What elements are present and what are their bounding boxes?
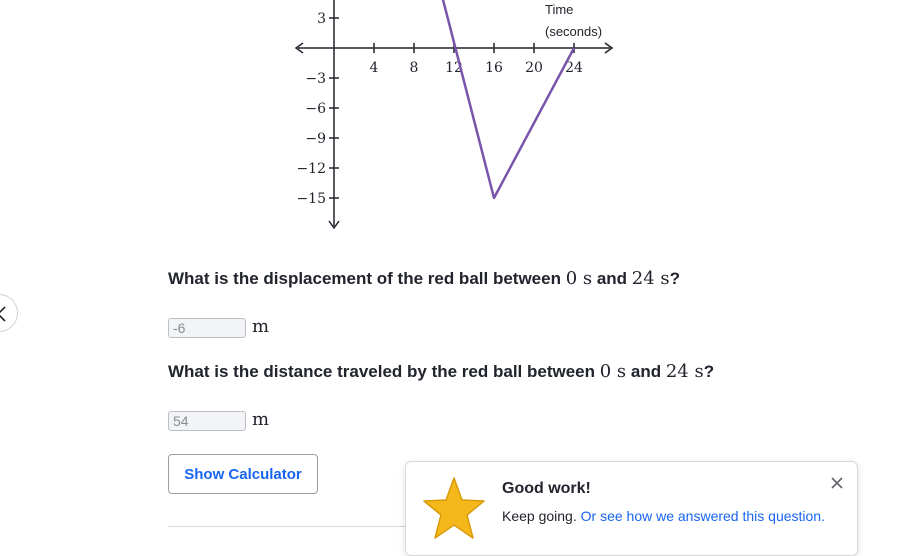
x-tick-label: 8 <box>409 60 419 76</box>
displacement-answer-input[interactable] <box>168 318 246 338</box>
unit-label: m <box>252 316 270 337</box>
chevron-left-icon <box>0 306 7 322</box>
math-time-start: 0 s <box>599 361 627 382</box>
see-answer-link[interactable]: Or see how we answered this question. <box>580 508 825 524</box>
x-tick-label: 24 <box>565 60 583 76</box>
y-tick-label: −15 <box>296 191 326 207</box>
star-icon <box>422 476 486 542</box>
unit-label: m <box>252 409 270 430</box>
question-text: What is the displacement of the red ball between <box>168 269 566 288</box>
y-tick-labels <box>296 11 326 207</box>
distance-answer-input[interactable] <box>168 411 246 431</box>
close-icon[interactable] <box>830 476 844 490</box>
toast-title: Good work! <box>502 480 591 497</box>
question-text: and <box>626 362 666 381</box>
question-displacement <box>168 268 680 289</box>
x-axis-title-line2: (seconds) <box>545 24 603 39</box>
show-calculator-button[interactable]: Show Calculator <box>168 454 318 494</box>
toast-body <box>502 508 825 524</box>
y-tick-label: −12 <box>296 161 326 177</box>
x-tick-labels <box>370 60 583 76</box>
y-tick-label: −3 <box>305 71 326 87</box>
divider <box>168 526 428 527</box>
feedback-toast <box>405 461 858 556</box>
question-text: What is the distance traveled by the red ball between <box>168 362 600 381</box>
question-distance <box>168 361 714 382</box>
x-axis-title-line1: Time <box>545 2 574 17</box>
math-time-end: 24 s <box>665 361 704 382</box>
question-text: and <box>592 269 632 288</box>
y-tick-label: 3 <box>317 11 326 27</box>
x-tick-label: 20 <box>525 60 543 76</box>
y-tick-label: −6 <box>305 101 326 117</box>
question-text: ? <box>703 362 715 381</box>
math-time-end: 24 s <box>631 268 670 289</box>
toast-text: Keep going. <box>502 508 581 524</box>
question-text: ? <box>669 269 681 288</box>
x-tick-label: 4 <box>369 60 379 76</box>
previous-button[interactable] <box>0 294 18 332</box>
x-tick-label: 12 <box>445 60 463 76</box>
position-time-graph <box>280 0 630 235</box>
math-time-start: 0 s <box>565 268 593 289</box>
y-tick-label: −9 <box>305 131 326 147</box>
graph-svg <box>280 0 630 235</box>
x-tick-label: 16 <box>485 60 503 76</box>
